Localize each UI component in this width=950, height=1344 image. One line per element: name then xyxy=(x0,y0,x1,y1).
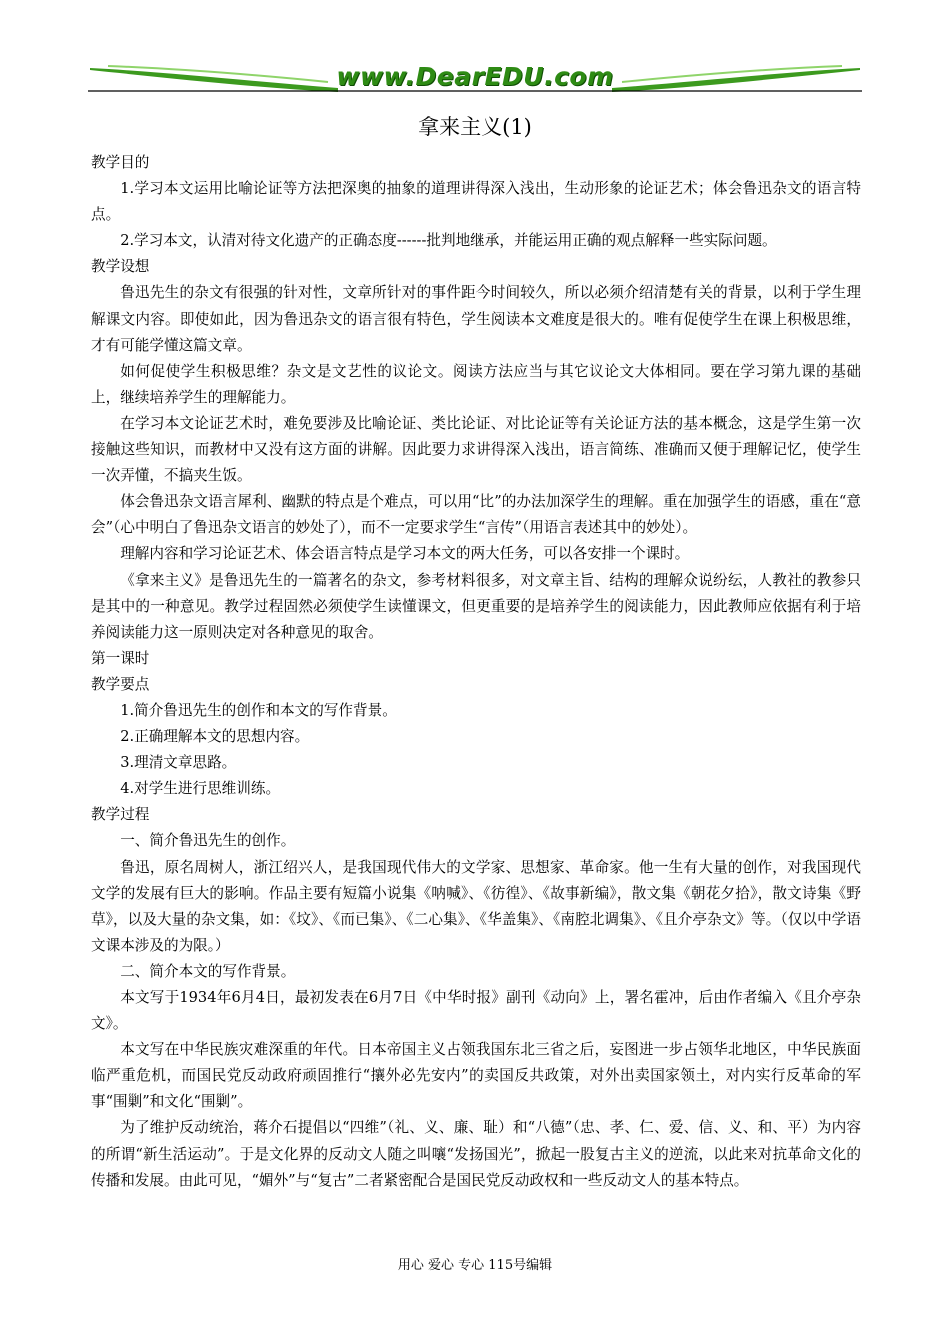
document-body xyxy=(91,150,861,1194)
site-logo: www.DearEDU.com xyxy=(336,62,614,91)
paragraph: 为了维护反动统治，蒋介石提倡以“四维”（礼、义、廉、耻）和“八德”（忠、孝、仁、爱、信、义、和、平）为内容的所谓“新生活运动”。于是文化界的反动文人随之叫嚷“发扬国光”，掀起一股复古主义的逆流，以此来对抗革命文化的传播和发展。由此可见，“媚外”与“复古”二者紧密配合是国民党反动政权和一些反动文人的基本特点。 xyxy=(91,1119,861,1189)
list-item: 1.简介鲁迅先生的创作和本文的写作背景。 xyxy=(120,701,397,719)
paragraph: 本文写在中华民族灾难深重的年代。日本帝国主义占领我国东北三省之后，妄图进一步占领华北地区，中华民族面临严重危机，而国民党反动政府顽固推行“攘外必先安内”的卖国反共政策，对外出卖国家领土，对内实行反革命的军事“围剿”和文化“围剿”。 xyxy=(91,1041,861,1111)
paragraph: 2.学习本文，认清对待文化遗产的正确态度------批判地继承，并能运用正确的观点解释一些实际问题。 xyxy=(120,232,777,250)
paragraph: 一、简介鲁迅先生的创作。 xyxy=(120,832,296,850)
section-heading-design: 教学设想 xyxy=(91,258,150,276)
list-item: 3.理清文章思路。 xyxy=(120,754,237,772)
list-item: 2.正确理解本文的思想内容。 xyxy=(120,728,310,746)
section-heading-lesson1: 第一课时 xyxy=(91,649,150,667)
paragraph: 理解内容和学习论证艺术、体会语言特点是学习本文的两大任务，可以各安排一个课时。 xyxy=(120,545,690,563)
section-heading-purpose: 教学目的 xyxy=(91,154,150,171)
header-banner xyxy=(88,58,862,98)
section-heading-process: 教学过程 xyxy=(91,806,150,824)
page-footer: 用心 爱心 专心 115号编辑 xyxy=(397,1258,553,1273)
paragraph: 体会鲁迅杂文语言犀利、幽默的特点是个难点，可以用“比”的办法加深学生的理解。重在加强学生的语感，重在“意会”（心中明白了鲁迅杂文语言的妙处了），而不一定要求学生“言传”（用语言表述其中的妙处）。 xyxy=(91,493,861,537)
paragraph: 二、简介本文的写作背景。 xyxy=(120,962,296,980)
page-title: 拿来主义(1) xyxy=(418,115,532,139)
paragraph: 如何促使学生积极思维？杂文是文艺性的议论文。阅读方法应当与其它议论文大体相同。要在学习第九课的基础上，继续培养学生的理解能力。 xyxy=(91,362,861,406)
paragraph: 《拿来主义》是鲁迅先生的一篇著名的杂文，参考材料很多，对文章主旨、结构的理解众说纷纭，人教社的教参只是其中的一种意见。教学过程固然必须使学生读懂课文，但更重要的是培养学生的阅读能力，因此教师应依据有利于培养阅读能力这一原则决定对各种意见的取舍。 xyxy=(91,571,861,641)
section-heading-keypoints: 教学要点 xyxy=(91,675,150,693)
paragraph: 鲁迅先生的杂文有很强的针对性，文章所针对的事件距今时间较久，所以必须介绍清楚有关的背景，以利于学生理解课文内容。即使如此，因为鲁迅杂文的语言很有特色，学生阅读本文难度是很大的。唯有促使学生在课上积极思维，才有可能学懂这篇文章。 xyxy=(91,284,861,354)
list-item: 4.对学生进行思维训练。 xyxy=(120,780,281,798)
paragraph: 鲁迅，原名周树人，浙江绍兴人，是我国现代伟大的文学家、思想家、革命家。他一生有大量的创作，对我国现代文学的发展有巨大的影响。作品主要有短篇小说集《呐喊》、《彷徨》、《故事新编》，散文集《朝花夕拾》，散文诗集《野草》，以及大量的杂文集，如：《坟》、《而已集》、《二心集》、《华盖集》、《南腔北调集》、《且介亭杂文》等。（仅以中学语文课本涉及的为限。） xyxy=(91,858,861,954)
paragraph: 本文写于1934年6月4日，最初发表在6月7日《中华时报》副刊《动向》上，署名霍冲，后由作者编入《且介亭杂文》。 xyxy=(91,989,861,1033)
paragraph: 在学习本文论证艺术时，难免要涉及比喻论证、类比论证、对比论证等有关论证方法的基本概念，这是学生第一次接触这些知识，而教材中又没有这方面的讲解。因此要力求讲得深入浅出，语言简练、准确而又便于理解记忆，使学生一次弄懂，不搞夹生饭。 xyxy=(91,414,861,485)
paragraph: 1.学习本文运用比喻论证等方法把深奥的抽象的道理讲得深入浅出，生动形象的论证艺术；体会鲁迅杂文的语言特点。 xyxy=(91,180,861,224)
